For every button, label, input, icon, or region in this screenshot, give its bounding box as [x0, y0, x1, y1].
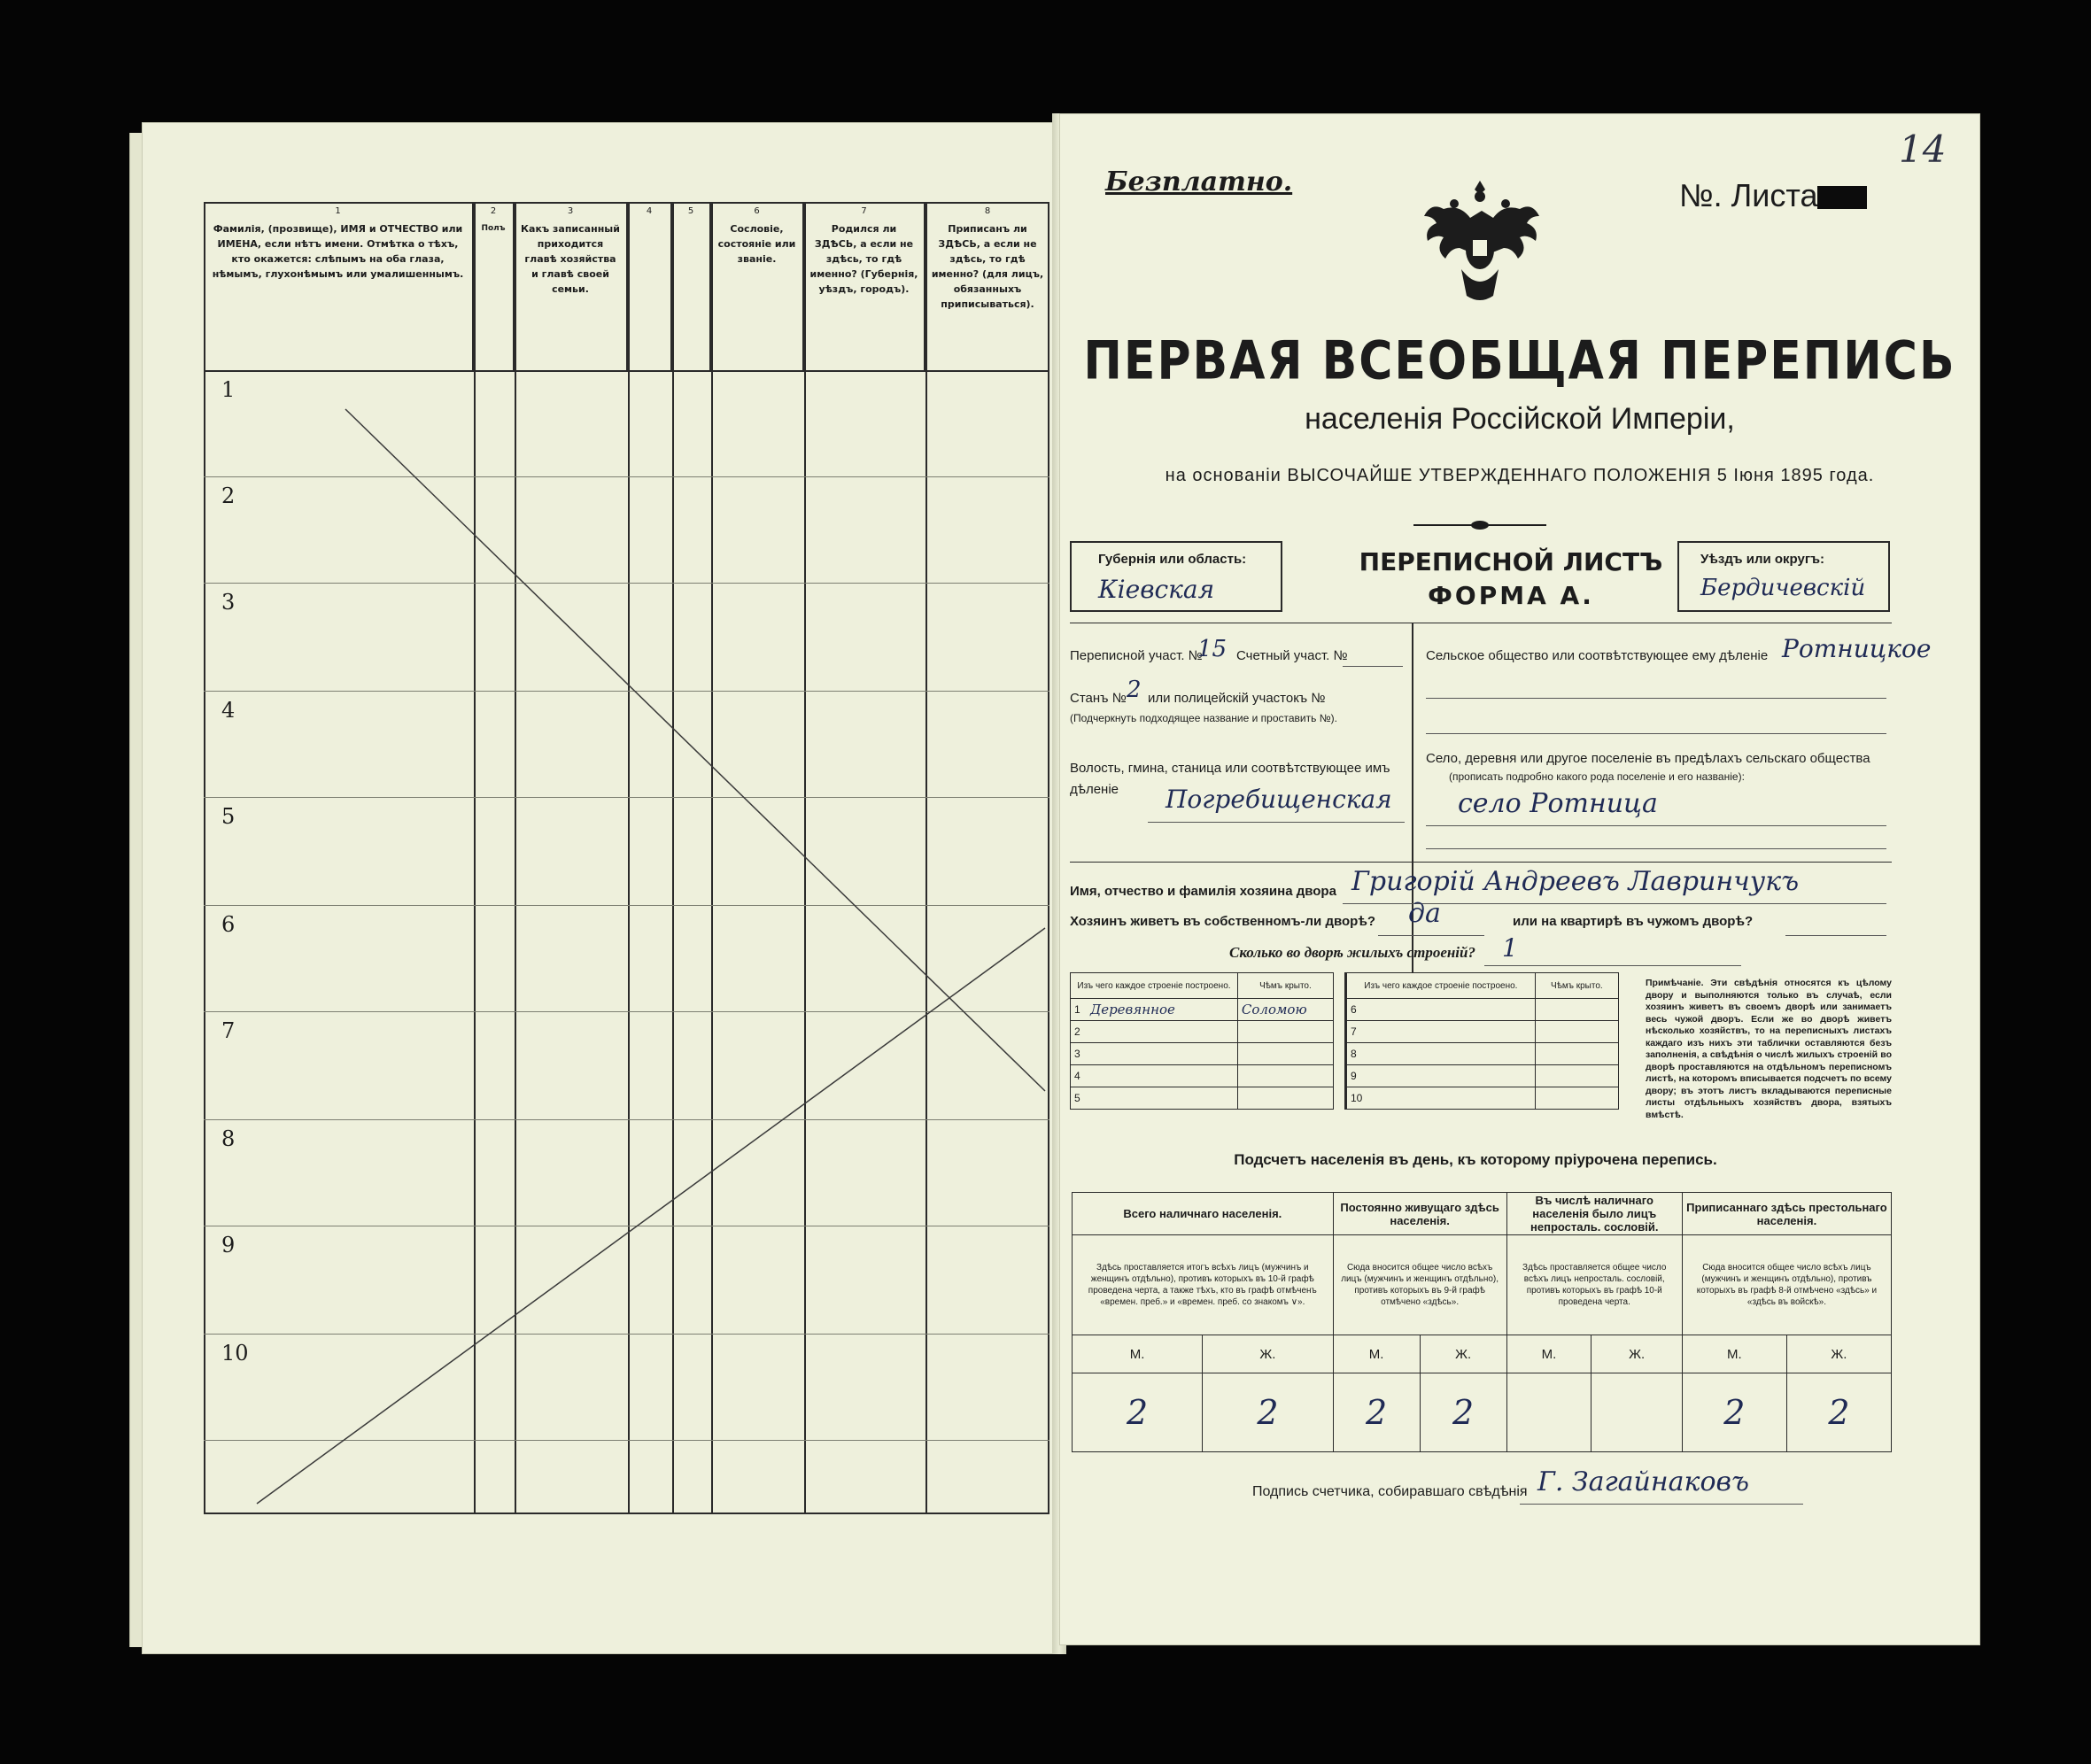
building-row-number: 2 — [1071, 1021, 1088, 1043]
counting-section-line — [1343, 666, 1403, 667]
sheet-number-label: №. Листа — [1679, 177, 1818, 213]
building-row-number: 8 — [1346, 1043, 1367, 1065]
remark-note: Примѣчаніе. Эти свѣдѣнія относятся къ цѣлому двору и выполняются только въ случаѣ, если хозяинъ живетъ въ своемъ дворѣ или занимаетъ весь чужой дворъ. Если же во дворѣ живетъ нѣсколько хозяйствъ, то на переписныхъ листахъ каждаго изъ нихъ эти таблички оставляются безъ заполненія, а свѣдѣнія о числѣ жилыхъ строеній во дворѣ проставляются на отдѣльномъ переписномъ листѣ, на которомъ вписывается подсчетъ по всему двору; въ этотъ листъ вкладываются переписные листы отдѣльныхъ хозяйствъ двора, взятыхъ вмѣстѣ. — [1646, 978, 1892, 1120]
column-header-text: Родился ли ЗДѢСЬ, а если не здѣсь, то гдѣ именно? (Губернія, уѣздъ, городъ). — [809, 223, 918, 295]
enumerator-signature: Г. Загайнаковъ — [1537, 1466, 1749, 1497]
sheet-number — [1679, 177, 1867, 214]
building-row-number: 5 — [1071, 1087, 1088, 1110]
stan-value: 2 — [1127, 677, 1142, 703]
district-value: Бердичевскій — [1700, 575, 1866, 601]
tally-table — [1072, 1192, 1892, 1452]
tally-value-male: 2 — [1682, 1373, 1786, 1452]
row-number: 8 — [221, 1126, 236, 1151]
row-number: 9 — [221, 1233, 236, 1257]
building-row-number: 10 — [1346, 1087, 1367, 1110]
census-section-label: Переписной участ. № — [1070, 648, 1203, 663]
buildings-col-what: Изъ чего каждое строеніе построено. — [1346, 973, 1536, 999]
building-row-number: 7 — [1346, 1021, 1367, 1043]
column-number: 4 — [646, 206, 653, 216]
buildings-col-what: Изъ чего каждое строеніе построено. — [1071, 973, 1238, 999]
buildings-table-right — [1344, 972, 1619, 1110]
census-title: ПЕРВАЯ ВСЕОБЩАЯ ПЕРЕПИСЬ — [1083, 330, 1956, 392]
tally-value-male — [1506, 1373, 1591, 1452]
signature-line — [1520, 1504, 1803, 1505]
column-number: 6 — [754, 206, 760, 216]
village-label: Село, деревня или другое поселеніе въ предѣлахъ сельскаго общества — [1426, 751, 1870, 766]
governorate-label: Губернія или область: — [1098, 552, 1247, 567]
female-label: Ж. — [1203, 1335, 1333, 1373]
society-label: Сельское общество или соотвѣтствующее ему дѣленіе — [1426, 648, 1769, 663]
buildings-col-roof: Чѣмъ крыто. — [1535, 973, 1618, 999]
row-number: 4 — [221, 698, 236, 723]
tally-note: Сюда вносится общее число всѣхъ лицъ (мужчинъ и женщинъ отдѣльно), противъ которыхъ въ 9-й графѣ отмѣчено «здѣсь». — [1333, 1235, 1506, 1335]
tally-head: Постоянно живущаго здѣсь населенія. — [1333, 1193, 1506, 1235]
column-number: 1 — [335, 206, 341, 216]
row-number: 10 — [221, 1341, 249, 1366]
owns-yard-value: да — [1408, 898, 1441, 929]
governorate-value: Кіевская — [1098, 575, 1215, 604]
column-header-text: Приписанъ ли ЗДѢСЬ, а если не здѣсь, то гдѣ именно? (для лицъ, обязанныхъ приписываться). — [931, 223, 1044, 310]
tally-value-male: 2 — [1333, 1373, 1420, 1452]
tally-note: Здѣсь проставляется общее число всѣхъ лицъ непросталь. сословій, противъ которыхъ въ графѣ 10-й проведена черта. — [1506, 1235, 1682, 1335]
tally-head: Приписаннаго здѣсь престольнаго населенія. — [1682, 1193, 1891, 1235]
village-value: село Ротница — [1458, 788, 1658, 819]
building-row-number: 1 — [1071, 999, 1088, 1021]
right-page — [1059, 113, 1980, 1645]
stan-label: Станъ № — [1070, 691, 1127, 706]
column-number: 7 — [861, 206, 867, 216]
tally-value-female: 2 — [1203, 1373, 1333, 1452]
society-line — [1426, 698, 1886, 699]
governorate-box — [1070, 541, 1282, 612]
free-of-charge-label: Безплатно. — [1105, 166, 1293, 197]
buildings-table-left — [1070, 972, 1334, 1110]
village-note: (прописать подробно какого рода поселеніе и его названіе): — [1449, 770, 1745, 783]
ornament-divider — [1413, 519, 1546, 531]
row-number: 7 — [221, 1018, 236, 1043]
legal-basis: на основаніи ВЫСОЧАЙШЕ УТВЕРЖДЕННАГО ПОЛОЖЕНІЯ 5 Іюня 1895 года. — [1165, 466, 1875, 485]
building-row-number: 4 — [1071, 1065, 1088, 1087]
column-number: 5 — [687, 206, 694, 216]
census-subtitle: населенія Россійской Имперіи, — [1305, 402, 1735, 436]
society-value: Ротницкое — [1782, 634, 1932, 663]
tally-value-female: 2 — [1786, 1373, 1891, 1452]
column-header-text: Сословіе, состояніе или званіе. — [717, 223, 796, 265]
column-header-text: Полъ — [481, 224, 506, 233]
building-row-number: 3 — [1071, 1043, 1088, 1065]
male-label: М. — [1506, 1335, 1591, 1373]
rents-label: или на квартирѣ въ чужомъ дворѣ? — [1513, 914, 1754, 929]
village-line-2 — [1426, 848, 1886, 849]
buildings-col-roof: Чѣмъ крыто. — [1237, 973, 1333, 999]
row-number: 2 — [221, 484, 236, 508]
left-page — [142, 122, 1063, 1654]
tally-head: Всего наличнаго населенія. — [1073, 1193, 1334, 1235]
building-row-number: 6 — [1346, 999, 1367, 1021]
owns-yard-line — [1378, 935, 1484, 936]
volost-line — [1148, 822, 1405, 823]
column-header-text: Какъ записанный приходится главѣ хозяйства и главѣ своей семьи. — [521, 223, 620, 295]
stan-note: (Подчеркнуть подходящее название и проставить №). — [1070, 712, 1337, 724]
female-label: Ж. — [1786, 1335, 1891, 1373]
society-line-2 — [1426, 733, 1886, 734]
female-label: Ж. — [1591, 1335, 1682, 1373]
tally-title: Подсчетъ населенія въ день, къ которому пріурочена перепись. — [1234, 1151, 1717, 1168]
page-number: 14 — [1899, 128, 1947, 171]
row-number: 5 — [221, 804, 236, 829]
rents-line — [1785, 935, 1886, 936]
redaction-mark — [1817, 186, 1867, 209]
strike-through-lines — [204, 202, 1049, 1514]
district-label: Уѣздъ или округъ: — [1700, 552, 1825, 567]
male-label: М. — [1682, 1335, 1786, 1373]
female-label: Ж. — [1420, 1335, 1506, 1373]
volost-label: Волость, гмина, станица или соотвѣтствующее имъ дѣленіе — [1070, 761, 1390, 797]
column-number: 2 — [490, 206, 497, 216]
tally-value-female: 2 — [1420, 1373, 1506, 1452]
tally-head: Въ числѣ наличнаго населенія было лицъ непросталь. сословій. — [1506, 1193, 1682, 1235]
male-label: М. — [1333, 1335, 1420, 1373]
building-roof: Соломою — [1237, 999, 1333, 1021]
tally-value-female — [1591, 1373, 1682, 1452]
tally-value-male: 2 — [1073, 1373, 1203, 1452]
owner-label: Имя, отчество и фамилія хозяина двора — [1070, 884, 1336, 899]
double-headed-eagle-icon — [1417, 174, 1543, 306]
district-box — [1677, 541, 1890, 612]
counting-section-label: Счетный участ. № — [1236, 648, 1348, 663]
row-number: 1 — [221, 377, 236, 402]
owner-top-line — [1070, 862, 1892, 863]
building-row-number: 9 — [1346, 1065, 1367, 1087]
volost-value: Погребищенская — [1166, 785, 1392, 814]
male-label: М. — [1073, 1335, 1203, 1373]
form-title-form: ФОРМА А. — [1428, 581, 1594, 610]
buildings-label: Сколько во дворѣ жилыхъ строеній? — [1229, 944, 1475, 961]
population-table — [204, 202, 1049, 1514]
column-number: 8 — [984, 206, 991, 216]
village-line — [1426, 825, 1886, 826]
tally-note: Здѣсь проставляется итогъ всѣхъ лицъ (мужчинъ и женщинъ отдѣльно), противъ которыхъ въ 10-й графѣ проведена черта, а также тѣхъ, кто въ графѣ отмѣченъ «времен. преб.» и «времен. преб. со знакомъ ∨». — [1073, 1235, 1334, 1335]
building-material: Деревянное — [1087, 999, 1237, 1021]
row-number: 6 — [221, 912, 236, 937]
column-number: 3 — [567, 206, 574, 216]
form-title-sheet: ПЕРЕПИСНОЙ ЛИСТЪ — [1359, 547, 1663, 576]
owner-value: Григорій Андреевъ Лавринчукъ — [1351, 866, 1800, 897]
owns-yard-label: Хозяинъ живетъ въ собственномъ-ли дворѣ? — [1070, 914, 1376, 929]
census-section-value: 15 — [1197, 636, 1227, 662]
stan-rest-label: или полицейскій участокъ № — [1148, 691, 1326, 706]
row-number: 3 — [221, 590, 236, 615]
column-header-text: Фамилія, (прозвище), ИМЯ и ОТЧЕСТВО или ИМЕНА, если нѣтъ имени. Отмѣтка о тѣхъ, кто окажется: слѣпымъ на оба глаза, нѣмымъ, глухонѣмымъ или умалишеннымъ. — [212, 223, 464, 280]
signature-label: Подпись счетчика, собиравшаго свѣдѣнія — [1252, 1484, 1528, 1499]
buildings-line — [1484, 965, 1741, 966]
tally-note: Сюда вносится общее число всѣхъ лицъ (мужчинъ и женщинъ отдѣльно), противъ которыхъ въ графѣ 8-й отмѣчено «здѣсь» и «здѣсь въ войскѣ». — [1682, 1235, 1891, 1335]
buildings-value: 1 — [1502, 933, 1518, 963]
